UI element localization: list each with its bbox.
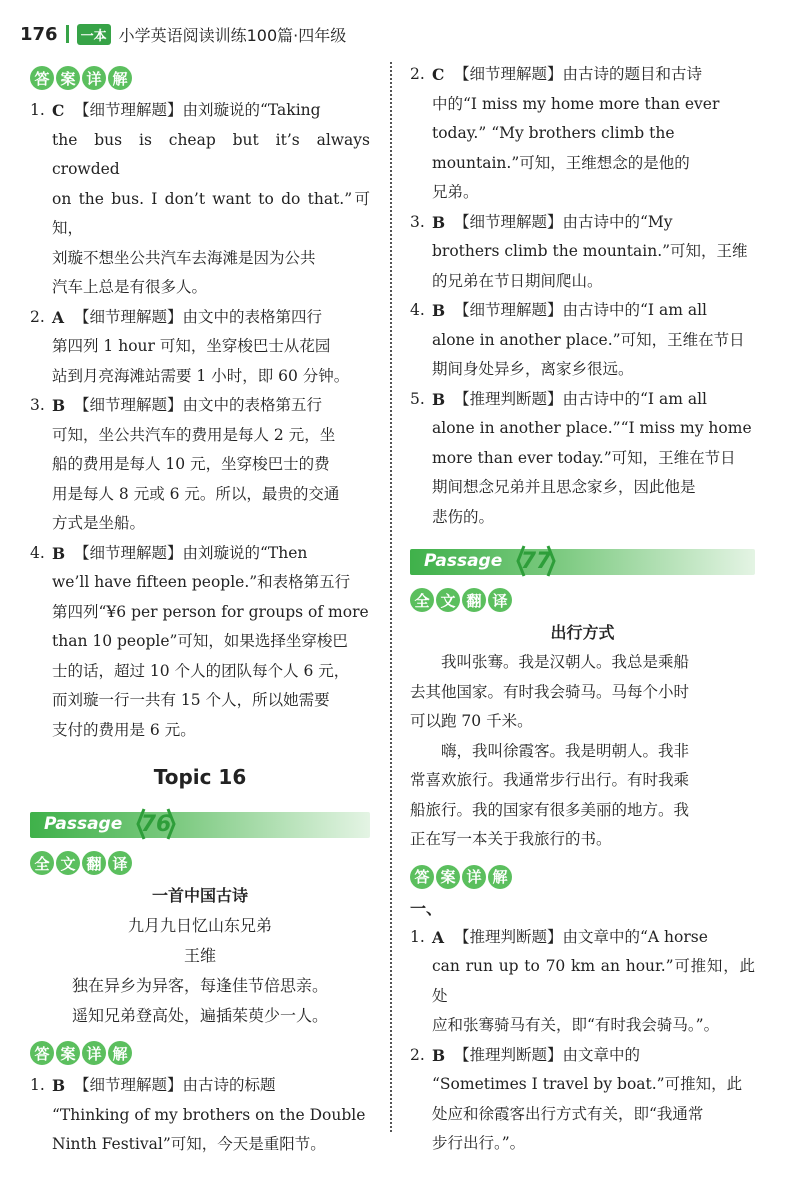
answer-letter: A	[432, 927, 445, 947]
translation-line: 我叫张骞。我是汉朝人。我总是乘船	[441, 653, 690, 671]
item-number: 2.	[410, 65, 425, 83]
translation-body	[410, 648, 755, 855]
answer-letter: A	[52, 307, 65, 327]
passage-label: Passage	[424, 551, 503, 571]
answer-list	[410, 60, 755, 532]
answer-item-line	[410, 355, 755, 385]
translation-tag	[410, 588, 755, 612]
item-text: 悲伤的。	[432, 507, 495, 526]
translation-line: 正在写一本关于我旅行的书。	[410, 830, 612, 848]
answer-item-line	[30, 509, 370, 539]
answer-item-line	[410, 1129, 755, 1159]
answer-item-line	[410, 473, 755, 503]
item-text: mountain.”可知，王维想念的是他的	[432, 153, 690, 172]
item-text: 而刘璇一行一共有 15 个人，所以她需要	[52, 691, 330, 709]
tag-char: 案	[436, 865, 460, 889]
answer-item-line	[30, 1130, 370, 1160]
item-text: 处应和徐霞客出行方式有关，即“我通常	[432, 1104, 704, 1123]
page-header	[20, 18, 346, 50]
tag-char: 详	[462, 865, 486, 889]
item-text: 汽车上总是有很多人。	[52, 278, 208, 296]
tag-char: 详	[82, 66, 106, 90]
item-text: 的兄弟在节日期间爬山。	[432, 271, 603, 290]
left-column	[30, 60, 370, 1160]
item-number: 5.	[410, 389, 425, 408]
answer-item-line	[30, 450, 370, 480]
answer-letter: B	[432, 389, 446, 409]
tag-char: 答	[30, 66, 54, 90]
answer-item-line	[30, 273, 370, 303]
item-text: 期间想念兄弟并且思念家乡，因此他是	[432, 478, 696, 496]
item-number: 1.	[30, 101, 45, 119]
tag-char: 详	[82, 1041, 106, 1065]
translation-line: 常喜欢旅行。我通常步行出行。有时我乘	[410, 771, 690, 789]
answer-item	[410, 296, 755, 326]
answer-letter: C	[432, 65, 445, 84]
answer-item	[30, 391, 370, 421]
answer-item-line	[410, 952, 755, 1011]
answer-list	[410, 923, 755, 1159]
tag-char: 翻	[462, 588, 486, 612]
item-text: 步行出行。”。	[432, 1134, 526, 1152]
passage-number-text: 77	[520, 548, 552, 574]
tag-char: 答	[410, 865, 434, 889]
answers-tag	[410, 865, 755, 889]
answer-item-line	[410, 326, 755, 356]
item-text: than 10 people”可知，如果选择坐穿梭巴	[52, 632, 348, 650]
item-text: 【推理判断题】由文章中的	[454, 1045, 641, 1064]
item-text: more than ever today.”可知，王维在节日	[432, 448, 736, 467]
answer-letter: B	[432, 1045, 446, 1065]
topic-title: Topic 16	[153, 765, 247, 789]
item-text: 士的话，超过 10 个人的团队每个人 6 元，	[52, 661, 350, 680]
item-text: 【细节理解题】由古诗中的“My	[454, 212, 673, 231]
answer-item-line	[30, 598, 370, 628]
answer-item-line	[410, 267, 755, 297]
item-text: 【细节理解题】由文中的表格第四行	[74, 307, 323, 326]
item-text: 用是每人 8 元或 6 元。所以，最贵的交通	[52, 484, 340, 503]
tag-char: 翻	[82, 851, 106, 875]
passage-number	[134, 807, 178, 841]
answer-letter: B	[52, 396, 66, 415]
answer-item	[30, 1071, 370, 1101]
page-number: 176	[20, 23, 58, 45]
answer-item	[410, 1041, 755, 1071]
tag-char: 解	[488, 865, 512, 889]
translation-line: 嗨，我叫徐霞客。我是明朝人。我非	[441, 741, 690, 760]
answer-item	[410, 385, 755, 415]
translation-line: 船旅行。我的国家有很多美丽的地方。我	[410, 800, 690, 819]
header-divider	[66, 25, 69, 43]
item-text: 站到月亮海滩站需要 1 小时，即 60 分钟。	[52, 366, 350, 385]
answer-item-line	[410, 178, 755, 208]
item-text: 第四列“¥6 per person for groups of more	[52, 602, 369, 621]
answer-item-line	[410, 1011, 755, 1041]
tag-char: 译	[108, 851, 132, 875]
item-text: alone in another place.”可知，王维在节日	[432, 330, 745, 349]
book-title: 小学英语阅读训练100篇·四年级	[118, 25, 347, 45]
passage-76-bar	[30, 807, 370, 841]
translation-title: 出行方式	[550, 623, 615, 642]
answer-letter: B	[432, 212, 446, 232]
answer-item-line	[410, 119, 755, 149]
passage-77-bar	[410, 544, 755, 578]
item-text: 第四列 1 hour 可知，坐穿梭巴士从花园	[52, 337, 331, 355]
tag-char: 案	[56, 1041, 80, 1065]
item-text: 兄弟。	[432, 183, 479, 201]
tag-char: 解	[108, 66, 132, 90]
answer-item-line	[410, 90, 755, 120]
translation-tag	[30, 851, 370, 875]
poem-line: 独在异乡为异客，每逢佳节倍思亲。	[71, 976, 328, 995]
answer-item-line	[410, 1070, 755, 1100]
item-text: 【细节理解题】由文中的表格第五行	[74, 396, 323, 414]
answer-item-line	[30, 362, 370, 392]
poem-author: 王维	[183, 946, 216, 965]
answer-item-line	[410, 1100, 755, 1130]
answer-letter: B	[432, 301, 446, 320]
item-text: 支付的费用是 6 元。	[52, 720, 196, 739]
answer-item	[30, 96, 370, 126]
answer-item-line	[30, 185, 370, 244]
item-number: 3.	[410, 212, 425, 231]
item-text: “Thinking of my brothers on the Double	[52, 1105, 366, 1124]
item-number: 1.	[30, 1076, 45, 1094]
item-text: 可知，坐公共汽车的费用是每人 2 元，坐	[52, 425, 336, 444]
answer-list	[30, 1071, 370, 1160]
item-number: 1.	[410, 927, 425, 946]
tag-char: 答	[30, 1041, 54, 1065]
tag-char: 全	[30, 851, 54, 875]
answer-item	[30, 303, 370, 333]
answer-item-line	[30, 332, 370, 362]
answer-item-line	[410, 149, 755, 179]
item-text: brothers climb the mountain.”可知，王维	[432, 242, 748, 260]
item-text: “Sometimes I travel by boat.”可推知，此	[432, 1075, 743, 1093]
answer-item-line	[410, 237, 755, 267]
item-number: 4.	[30, 543, 45, 562]
tag-char: 案	[56, 66, 80, 90]
passage-number-text: 76	[140, 811, 172, 837]
answers-tag	[30, 1041, 370, 1065]
answer-letter: B	[52, 543, 66, 563]
right-column	[410, 60, 755, 1159]
answer-item-line	[30, 716, 370, 746]
item-text: 【推理判断题】由古诗中的“I am all	[454, 389, 707, 408]
item-text: 【推理判断题】由文章中的“A horse	[454, 927, 708, 946]
item-text: alone in another place.”“I miss my home	[432, 419, 752, 437]
poem-heading: 一首中国古诗	[151, 886, 248, 905]
section-label: 一、	[410, 898, 443, 918]
passage-number	[514, 544, 558, 578]
answer-item-line	[30, 568, 370, 598]
answer-item-line	[30, 657, 370, 687]
item-text: 【细节理解题】由刘璇说的“Taking	[74, 101, 321, 119]
item-text: on the bus. I don’t want to do that.”可知，	[52, 189, 370, 237]
item-text: can run up to 70 km an hour.”可推知，此处	[432, 957, 755, 1005]
column-divider	[390, 62, 392, 1132]
item-text: today.” “My brothers climb the	[432, 124, 675, 142]
translation-line: 可以跑 70 千米。	[410, 712, 533, 730]
item-text: 【细节理解题】由古诗的题目和古诗	[454, 65, 703, 83]
answer-letter: B	[52, 1076, 66, 1095]
tag-char: 全	[410, 588, 434, 612]
answer-item-line	[30, 480, 370, 510]
tag-char: 译	[488, 588, 512, 612]
answer-item-line	[30, 126, 370, 185]
translation-line: 去其他国家。有时我会骑马。马每个小时	[410, 682, 690, 701]
item-number: 2.	[410, 1045, 425, 1064]
answer-item-line	[30, 627, 370, 657]
answers-tag	[30, 66, 370, 90]
item-number: 2.	[30, 307, 45, 326]
passage-label: Passage	[44, 814, 123, 834]
tag-char: 文	[56, 851, 80, 875]
item-text: 【细节理解题】由古诗中的“I am all	[454, 301, 707, 319]
answer-item-line	[410, 414, 755, 444]
answer-item	[410, 923, 755, 953]
brand-badge: 一本	[77, 24, 111, 45]
answer-item-line	[410, 444, 755, 474]
poem-title: 九月九日忆山东兄弟	[127, 916, 272, 935]
item-text: 刘璇不想坐公共汽车去海滩是因为公共	[52, 248, 316, 267]
poem-line: 遥知兄弟登高处，遍插茱萸少一人。	[71, 1006, 328, 1025]
tag-char: 解	[108, 1041, 132, 1065]
answer-item-line	[30, 686, 370, 716]
item-text: 船的费用是每人 10 元，坐穿梭巴士的费	[52, 455, 330, 473]
answer-list	[30, 96, 370, 745]
item-number: 3.	[30, 396, 45, 414]
item-text: 【细节理解题】由刘璇说的“Then	[74, 543, 308, 562]
item-text: 【细节理解题】由古诗的标题	[74, 1076, 276, 1094]
item-text: Ninth Festival”可知，今天是重阳节。	[52, 1135, 326, 1153]
item-text: 中的“I miss my home more than ever	[432, 94, 720, 113]
tag-char: 文	[436, 588, 460, 612]
item-text: 应和张骞骑马有关，即“有时我会骑马。”。	[432, 1016, 720, 1034]
item-text: we’ll have fifteen people.”和表格第五行	[52, 573, 351, 591]
item-text: 期间身处异乡，离家乡很远。	[432, 360, 634, 378]
answer-item-line	[30, 421, 370, 451]
answer-item-line	[30, 244, 370, 274]
answer-item	[410, 60, 755, 90]
item-text: 方式是坐船。	[52, 514, 146, 532]
answer-item	[30, 539, 370, 569]
answer-item-line	[410, 503, 755, 533]
answer-letter: C	[52, 101, 65, 120]
item-text: the bus is cheap but it’s always crowded	[52, 130, 370, 178]
answer-item-line	[30, 1101, 370, 1131]
item-number: 4.	[410, 301, 425, 319]
answer-item	[410, 208, 755, 238]
